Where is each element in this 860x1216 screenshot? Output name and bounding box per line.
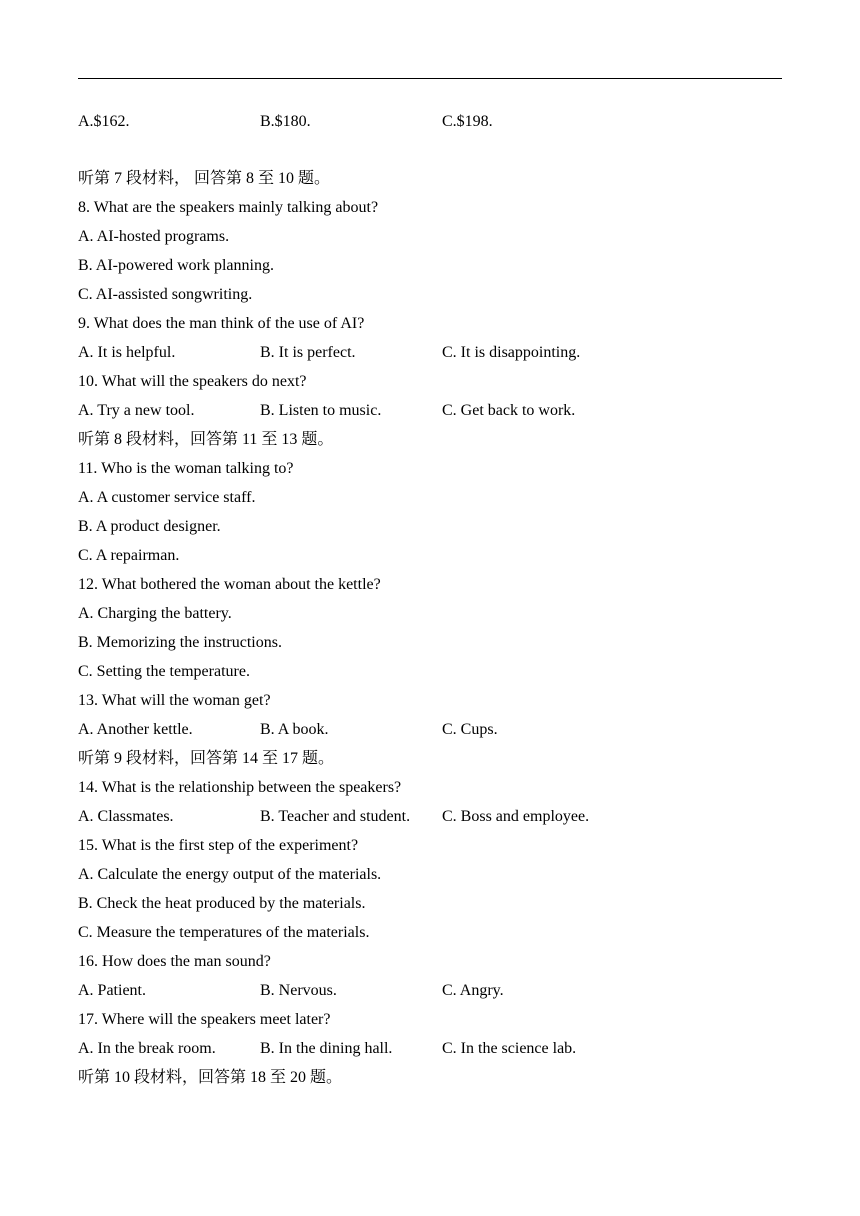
q11-question: 11. Who is the woman talking to?	[78, 460, 294, 477]
q15-option-c: C. Measure the temperatures of the materials.	[78, 924, 370, 941]
q11-option-b: B. A product designer.	[78, 518, 221, 535]
q7-option-b: B.$180.	[260, 113, 311, 130]
q12-option-b: B. Memorizing the instructions.	[78, 634, 282, 651]
q13-question: 13. What will the woman get?	[78, 692, 271, 709]
section-heading-9: 听第 9 段材料，回答第 14 至 17 题。	[78, 750, 335, 767]
section-heading-7: 听第 7 段材料， 回答第 8 至 10 题。	[78, 170, 331, 187]
q16-question: 16. How does the man sound?	[78, 953, 271, 970]
q13-option-a: A. Another kettle.	[78, 721, 193, 738]
q7-option-a: A.$162.	[78, 113, 130, 130]
q17-question: 17. Where will the speakers meet later?	[78, 1011, 331, 1028]
q7-options-row	[78, 107, 782, 136]
q9-options-row	[78, 338, 782, 367]
q8-option-b: B. AI-powered work planning.	[78, 257, 274, 274]
q11-option-c: C. A repairman.	[78, 547, 180, 564]
q9-option-b: B. It is perfect.	[260, 344, 356, 361]
spacer	[78, 136, 782, 164]
q7-option-c: C.$198.	[442, 113, 493, 130]
exam-page	[78, 107, 782, 1092]
q13-option-b: B. A book.	[260, 721, 329, 738]
section-heading-8: 听第 8 段材料，回答第 11 至 13 题。	[78, 431, 334, 448]
header-rule	[78, 78, 782, 79]
q17-options-row	[78, 1034, 782, 1063]
q8-option-a: A. AI-hosted programs.	[78, 228, 230, 245]
q14-option-c: C. Boss and employee.	[442, 808, 590, 825]
q12-option-a: A. Charging the battery.	[78, 605, 232, 622]
q16-option-b: B. Nervous.	[260, 982, 337, 999]
q10-question: 10. What will the speakers do next?	[78, 373, 307, 390]
q15-option-a: A. Calculate the energy output of the materials.	[78, 866, 382, 883]
q17-option-c: C. In the science lab.	[442, 1040, 577, 1057]
q10-option-c: C. Get back to work.	[442, 402, 576, 419]
q16-option-c: C. Angry.	[442, 982, 504, 999]
q14-question: 14. What is the relationship between the speakers?	[78, 779, 402, 796]
q12-option-c: C. Setting the temperature.	[78, 663, 250, 680]
section-heading-10: 听第 10 段材料，回答第 18 至 20 题。	[78, 1069, 343, 1086]
q14-option-a: A. Classmates.	[78, 808, 174, 825]
q15-option-b: B. Check the heat produced by the materials.	[78, 895, 366, 912]
q14-option-b: B. Teacher and student.	[260, 808, 411, 825]
q17-option-a: A. In the break room.	[78, 1040, 216, 1057]
q12-question: 12. What bothered the woman about the kettle?	[78, 576, 381, 593]
q9-option-c: C. It is disappointing.	[442, 344, 581, 361]
q9-question: 9. What does the man think of the use of AI?	[78, 315, 365, 332]
q8-option-c: C. AI-assisted songwriting.	[78, 286, 253, 303]
q11-option-a: A. A customer service staff.	[78, 489, 256, 506]
q10-option-b: B. Listen to music.	[260, 402, 382, 419]
q9-option-a: A. It is helpful.	[78, 344, 176, 361]
q15-question: 15. What is the first step of the experiment?	[78, 837, 359, 854]
q17-option-b: B. In the dining hall.	[260, 1040, 393, 1057]
q16-option-a: A. Patient.	[78, 982, 146, 999]
q10-options-row	[78, 396, 782, 425]
q14-options-row	[78, 802, 782, 831]
q8-question: 8. What are the speakers mainly talking about?	[78, 199, 379, 216]
q13-options-row	[78, 715, 782, 744]
q10-option-a: A. Try a new tool.	[78, 402, 195, 419]
q13-option-c: C. Cups.	[442, 721, 498, 738]
q16-options-row	[78, 976, 782, 1005]
